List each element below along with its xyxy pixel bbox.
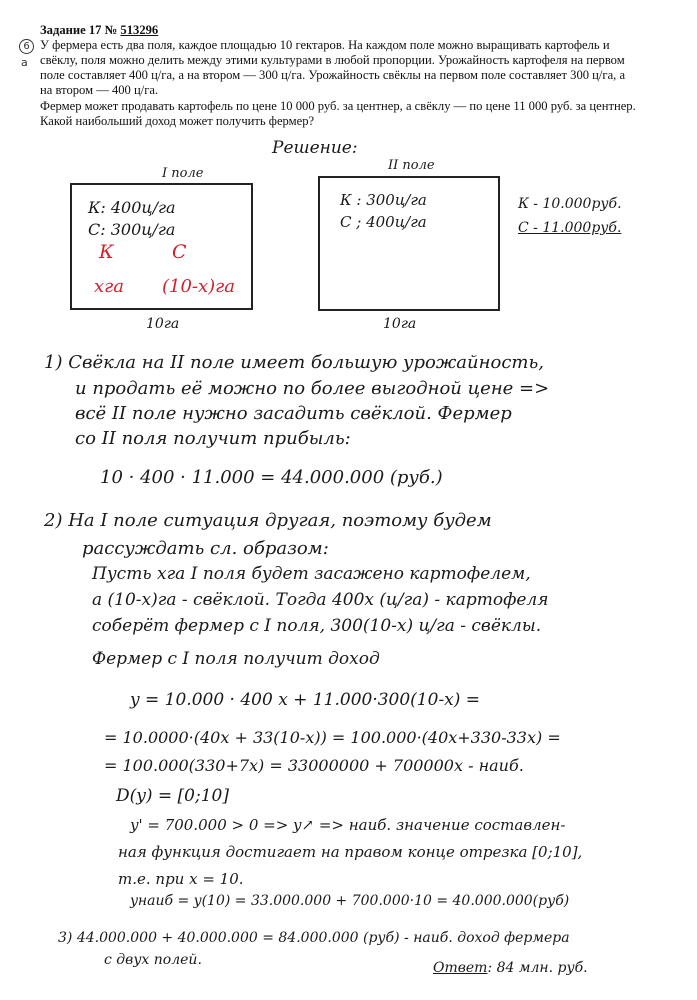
step-line-11: Фермер с I поля получит доход [92,649,380,669]
field2-potato-yield: К : 300ц/га [340,191,427,209]
step-line-4: со II поля получит прибыль: [75,428,351,449]
task-prefix: Задание 17 № [40,23,118,37]
field1-label: I поле [162,166,204,181]
answer-label: Ответ [433,960,488,976]
answer [433,960,588,976]
step-line-18: т.е. при x = 10. [118,870,244,888]
step-line-15: D(y) = [0;10] [116,786,229,806]
step-line-16: y' = 700.000 > 0 => y↗ => наиб. значение составлен- [130,816,566,834]
field1-red-rest: (10-x)га [162,276,236,297]
price-potato: К - 10.000руб. [518,196,622,212]
step-line-19: yнаиб = y(10) = 33.000.000 + 700.000·10 = 40.000.000(руб) [130,893,570,909]
solution-heading: Решение: [272,138,358,158]
step-line-8: Пусть xга I поля будет засажено картофелем, [92,564,531,584]
field1-area: 10га [146,316,180,332]
task-number-link[interactable]: 513296 [120,23,159,37]
step-line-1: 1) Свёкла на II поле имеет большую урожайность, [44,352,544,373]
task-text-line-3: поле составляет 400 ц/га, а на втором — 300 ц/га. Урожайность свёклы на первом поле составляет 300 ц/га, а [40,68,626,82]
field1-red-x: xга [94,276,124,297]
step-line-20: 3) 44.000.000 + 40.000.000 = 84.000.000 (руб) - наиб. доход фермера [58,930,570,946]
step-line-10: соберёт фермер с I поля, 300(10-x) ц/га - свёклы. [92,616,542,636]
step-line-12: y = 10.000 · 400 x + 11.000·300(10-x) = [130,690,481,710]
step-line-9: а (10-x)га - свёклой. Тогда 400x (ц/га) - картофеля [92,590,549,610]
task-text-line-4: на втором — 400 ц/га. [40,83,159,97]
price-beet: С - 11.000руб. [518,220,622,236]
answer-value: : 84 млн. руб. [487,960,588,976]
step-line-7: рассуждать сл. образом: [82,538,329,559]
task-text-line-1: У фермера есть два поля, каждое площадью 10 гектаров. На каждом поле можно выращивать картофель и [40,38,610,52]
field1-potato-yield: К: 400ц/га [88,198,176,217]
step-line-5: 10 · 400 · 11.000 = 44.000.000 (руб.) [100,467,443,488]
step-line-14: = 100.000(330+7x) = 33000000 + 700000x - наиб. [104,756,524,775]
margin-task-number: 6 [19,39,34,54]
step-line-2: и продать её можно по более выгодной цене => [75,378,550,399]
step-line-21: с двух полей. [104,952,202,968]
step-line-3: всё II поле нужно засадить свёклой. Фермер [75,403,512,424]
task-text-line-6: Какой наибольший доход может получить фермер? [40,114,315,128]
step-line-13: = 10.0000·(40x + 33(10-x)) = 100.000·(40x+330-33x) = [104,728,561,747]
field2-label: II поле [388,158,435,173]
task-header [40,23,158,38]
field2-beet-yield: С ; 400ц/га [340,213,427,231]
task-text-line-2: свёклу, поля можно делить между этими культурами в любой пропорции. Урожайность картофеля на первом [40,53,625,67]
field2-area: 10га [383,316,417,332]
field1-red-c: С [172,241,187,263]
task-text-line-5: Фермер может продавать картофель по цене 10 000 руб. за центнер, а свёклу — по цене 11 000 руб. за центнер. [40,99,636,113]
step-line-17: ная функция достигает на правом конце отрезка [0;10], [118,843,583,861]
field1-red-k: К [99,241,114,263]
step-line-6: 2) На I поле ситуация другая, поэтому будем [44,510,492,531]
field1-beet-yield: С: 300ц/га [88,220,176,239]
margin-letter: а [21,56,28,69]
